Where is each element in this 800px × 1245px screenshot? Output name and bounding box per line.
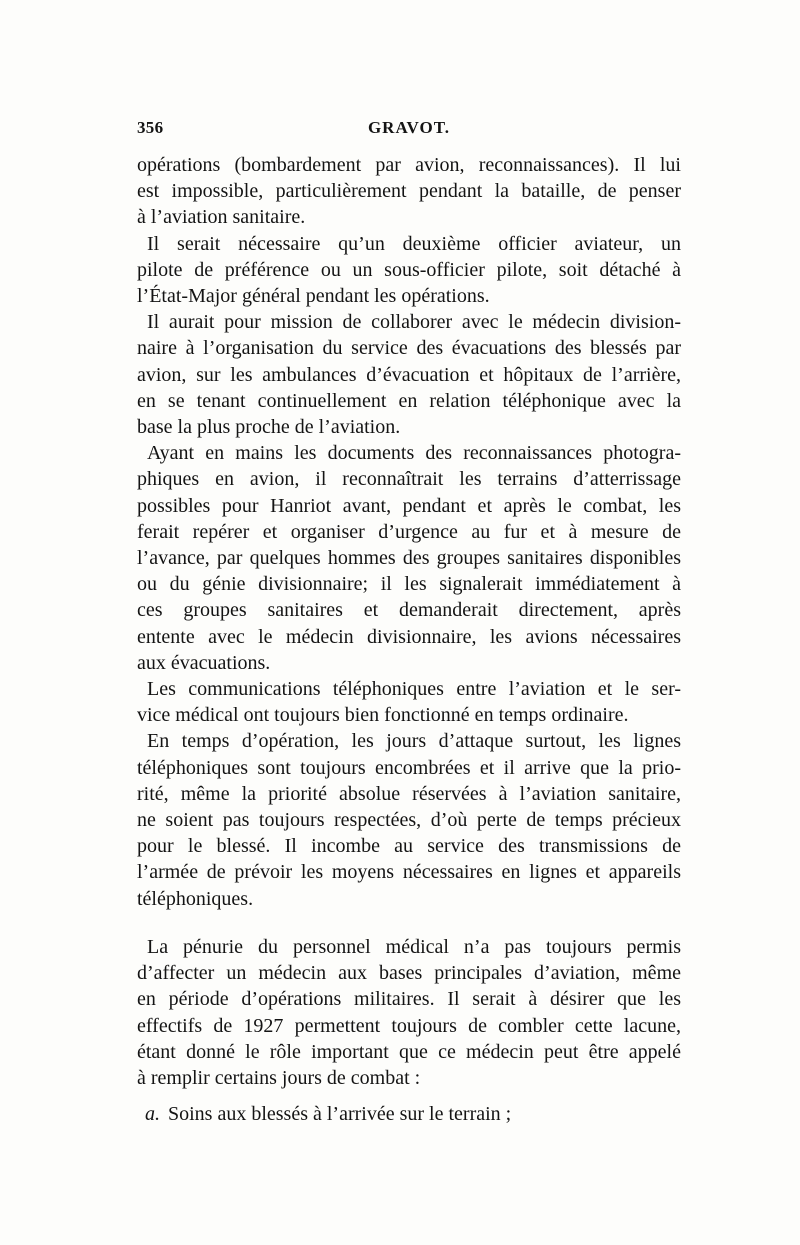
text-line: en se tenant continuellement en relation téléphonique avec la xyxy=(137,389,681,412)
text-line: phiques en avion, il reconnaîtrait les terrains d’atterrissage xyxy=(137,468,681,491)
paragraph xyxy=(137,440,681,676)
text-line: ces groupes sanitaires et demanderait directement, après xyxy=(137,599,681,622)
text-line: En temps d’opération, les jours d’attaque surtout, les lignes xyxy=(147,730,681,753)
text-line: Il serait nécessaire qu’un deuxième officier aviateur, un xyxy=(147,232,681,255)
text-line: téléphoniques. xyxy=(137,887,254,910)
text-line: base la plus proche de l’aviation. xyxy=(137,416,401,439)
text-line: téléphoniques sont toujours encombrées et il arrive que la prio- xyxy=(137,756,681,779)
text-line: rité, même la priorité absolue réservées à l’aviation sanitaire, xyxy=(137,782,681,805)
text-line: en période d’opérations militaires. Il serait à désirer que les xyxy=(137,988,681,1011)
text-line: La pénurie du personnel médical n’a pas toujours permis xyxy=(147,935,681,958)
text-line: à remplir certains jours de combat : xyxy=(137,1066,421,1089)
paragraph-gap xyxy=(137,912,681,934)
text-line: ou du génie divisionnaire; il les signalerait immédiatement à xyxy=(137,573,681,596)
text-line: pilote de préférence ou un sous-officier pilote, soit détaché à xyxy=(137,258,681,281)
paragraph xyxy=(137,152,681,231)
body-text xyxy=(137,152,681,1127)
text-line: l’avance, par quelques hommes des groupes sanitaires disponibles xyxy=(137,547,681,570)
text-line: ne soient pas toujours respectées, d’où perte de temps précieux xyxy=(137,809,681,832)
text-line: entente avec le médecin divisionnaire, les avions nécessaires xyxy=(137,625,681,648)
running-head xyxy=(137,118,681,140)
text-line: Il aurait pour mission de collaborer avec le médecin division- xyxy=(147,311,681,334)
text-line: opérations (bombardement par avion, reconnaissances). Il lui xyxy=(137,154,681,176)
text-line: est impossible, particulièrement pendant la bataille, de penser xyxy=(137,180,681,203)
text-line: possibles pour Hanriot avant, pendant et après le combat, les xyxy=(137,494,681,517)
text-line: aux évacuations. xyxy=(137,651,271,674)
paragraph xyxy=(137,728,681,911)
paragraph xyxy=(137,676,681,728)
text-line: à l’aviation sanitaire. xyxy=(137,206,306,229)
text-line: pour le blessé. Il incombe au service des transmissions de xyxy=(137,835,681,858)
text-line: d’affecter un médecin aux bases principales d’aviation, même xyxy=(137,962,681,985)
text-line: effectifs de 1927 permettent toujours de combler cette lacune, xyxy=(137,1014,681,1037)
paragraph xyxy=(137,231,681,310)
text-line: ferait repérer et organiser d’urgence au fur et à mesure de xyxy=(137,520,681,543)
page-number: 356 xyxy=(137,118,164,137)
running-title: GRAVOT. xyxy=(367,118,451,137)
text-line: Ayant en mains les documents des reconnaissances photogra- xyxy=(147,442,681,465)
text-line: Les communications téléphoniques entre l’aviation et le ser- xyxy=(147,678,681,701)
list-item-text: Soins aux blessés à l’arrivée sur le terrain ; xyxy=(168,1103,512,1126)
text-line: l’armée de prévoir les moyens nécessaires en lignes et appareils xyxy=(137,861,681,884)
paragraph xyxy=(137,934,681,1091)
text-line: l’État-Major général pendant les opérations. xyxy=(137,285,490,308)
list-item xyxy=(137,1101,681,1127)
paragraph xyxy=(137,309,681,440)
list-marker: a. xyxy=(145,1103,160,1126)
text-line: vice médical ont toujours bien fonctionné en temps ordinaire. xyxy=(137,704,629,727)
text-line: naire à l’organisation du service des évacuations des blessés par xyxy=(137,337,681,360)
text-line: avion, sur les ambulances d’évacuation et hôpitaux de l’arrière, xyxy=(137,363,681,386)
text-line: étant donné le rôle important que ce médecin peut être appelé xyxy=(137,1040,681,1063)
